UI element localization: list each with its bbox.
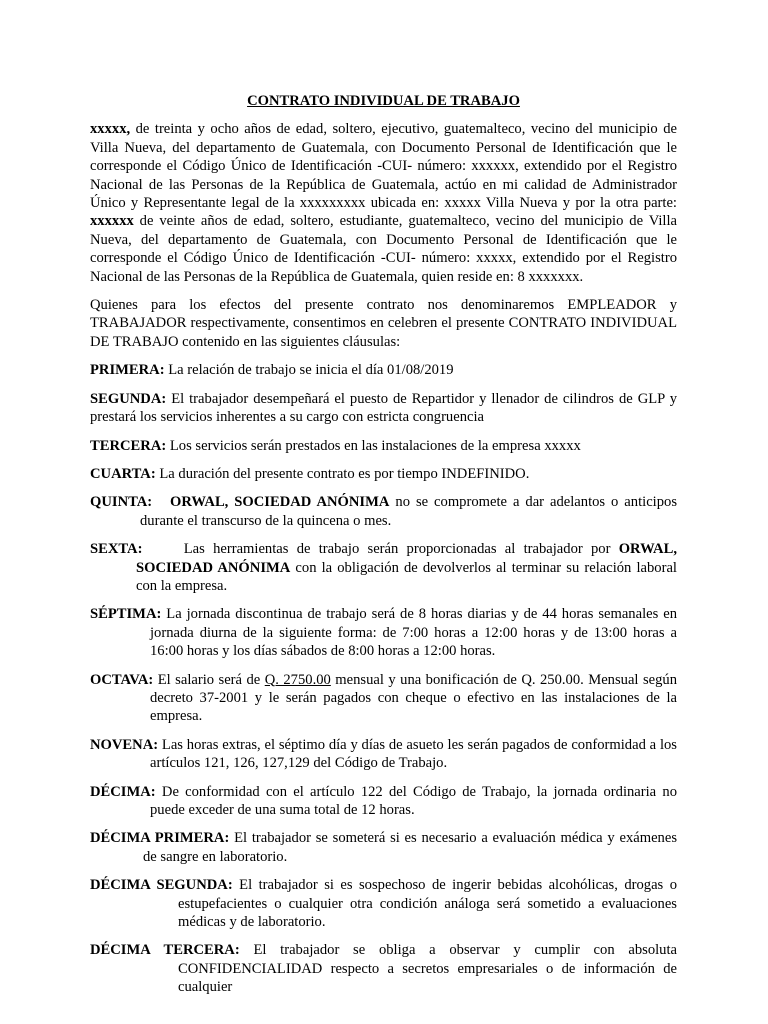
clause-text: El trabajador desempeñará el puesto de Repartidor y llenador de cilindros de GLP y prestará los servicios inherentes a su cargo con estricta congruencia	[90, 390, 677, 426]
clause-label: OCTAVA:	[90, 671, 154, 688]
clause-text-2: con la obligación de devolverlos al terminar su relación laboral con la empresa.	[136, 559, 677, 594]
clause-label: PRIMERA:	[90, 362, 165, 379]
clause-text: no se compromete a dar adelantos o anticipos durante el transcurso de la quincena o mes.	[140, 494, 677, 529]
intro-text-2: de veinte años de edad, soltero, estudiante, guatemalteco, vecino del municipio de Villa Nueva, del departamento de Guatemala, con Documento Personal de Identificación que le corresponde el Código Único de Identificación -CUI- número: xxxxx, extendido por el Registro Nacional de las Personas de la República de Guatemala, quien reside en: 8 xxxxxxx.	[90, 213, 677, 285]
clause-label: SEGUNDA:	[90, 390, 167, 407]
clause-text: El trabajador se obliga a observar y cumplir con absoluta CONFIDENCIALIDAD respecto a secretos empresariales o de información de cualquier	[178, 942, 677, 996]
clause-text: La duración del presente contrato es por tiempo INDEFINIDO.	[155, 465, 530, 482]
clause-label: DÉCIMA:	[90, 783, 156, 800]
intro-paragraph	[90, 120, 677, 286]
clause-tercera	[90, 437, 677, 455]
clause-segunda	[90, 390, 677, 427]
clause-septima	[90, 605, 677, 660]
clause-text: Las horas extras, el séptimo día y días de asueto les serán pagados de conformidad a los artículos 121, 126, 127,129 del Código de Trabajo.	[150, 736, 677, 772]
clause-label: DÉCIMA PRIMERA:	[90, 830, 230, 847]
clause-text: De conformidad con el artículo 122 del Código de Trabajo, la jornada ordinaria no puede exceder de una suma total de 12 horas.	[150, 783, 677, 818]
clause-text: El trabajador se someterá si es necesario a evaluación médica y exámenes de sangre en laboratorio.	[143, 830, 677, 865]
clause-novena	[90, 736, 677, 773]
clause-octava	[90, 671, 677, 726]
clause-text: El trabajador si es sospechoso de ingerir bebidas alcohólicas, drogas o estupefacientes o cualquier otra condición análoga será sometido a evaluaciones médicas y de laboratorio.	[178, 877, 677, 931]
contract-body	[90, 92, 677, 1007]
clause-label: TERCERA:	[90, 437, 167, 454]
salary-amount: Q. 2750.00	[264, 671, 331, 688]
clause-label: CUARTA:	[90, 465, 156, 482]
clause-cuarta	[90, 465, 677, 483]
clause-label: DÉCIMA SEGUNDA:	[90, 877, 233, 894]
clause-quinta	[90, 493, 677, 530]
clause-label: NOVENA:	[90, 736, 159, 753]
clause-label: QUINTA:	[90, 494, 153, 511]
clause-decima	[90, 783, 677, 820]
clause-text-1: Las herramientas de trabajo serán proporcionadas al trabajador por	[183, 541, 619, 558]
clause-decima-primera	[90, 829, 677, 866]
clause-label: DÉCIMA TERCERA:	[90, 942, 240, 959]
clause-text: Los servicios serán prestados en las instalaciones de la empresa xxxxx	[166, 437, 581, 454]
clause-sexta	[90, 540, 677, 595]
clause-decima-segunda	[90, 876, 677, 931]
preamble-paragraph: Quienes para los efectos del presente contrato nos denominaremos EMPLEADOR y TRABAJADOR respectivamente, consentimos en celebren el presente CONTRATO INDIVIDUAL DE TRABAJO contenido en las siguientes cláusulas:	[90, 297, 677, 350]
clause-text-1: El salario será de	[153, 671, 265, 688]
worker-name: xxxxxx	[90, 213, 134, 230]
document-title: CONTRATO INDIVIDUAL DE TRABAJO	[247, 93, 520, 109]
intro-text-1: de treinta y ocho años de edad, soltero, ejecutivo, guatemalteco, vecino del municipio de Villa Nueva, del departamento de Guatemala, con Documento Personal de Identificación que le corresponde el Código Único de Identificación -CUI- número: xxxxxx, extendido por el Registro Nacional de las Personas de la República de Guatemala, actúo en mi calidad de Administrador Único y Representante legal de la xxxxxxxxx ubicada en: xxxxx Villa Nueva y por la otra parte:	[90, 121, 677, 212]
clause-primera	[90, 361, 677, 379]
clause-label: SEXTA:	[90, 541, 143, 558]
clause-text-2: mensual y una bonificación de Q. 250.00. Mensual según decreto 37-2001 y le serán pagados con cheque o efectivo en las instalaciones de la empresa.	[150, 671, 677, 725]
clause-text: La relación de trabajo se inicia el día 01/08/2019	[164, 362, 454, 379]
clause-label: SÉPTIMA:	[90, 606, 162, 623]
clause-decima-tercera	[90, 941, 677, 996]
company-name: ORWAL, SOCIEDAD ANÓNIMA	[170, 494, 390, 511]
employer-name: xxxxx,	[90, 121, 131, 138]
clause-text: La jornada discontinua de trabajo será de 8 horas diarias y de 44 horas semanales en jornada diurna de la siguiente forma: de 7:00 horas a 12:00 horas y de 13:00 horas a 16:00 horas y los días sábados de 8:00 horas a 12:00 horas.	[150, 606, 677, 660]
company-name: ORWAL, SOCIEDAD ANÓNIMA	[136, 541, 677, 576]
